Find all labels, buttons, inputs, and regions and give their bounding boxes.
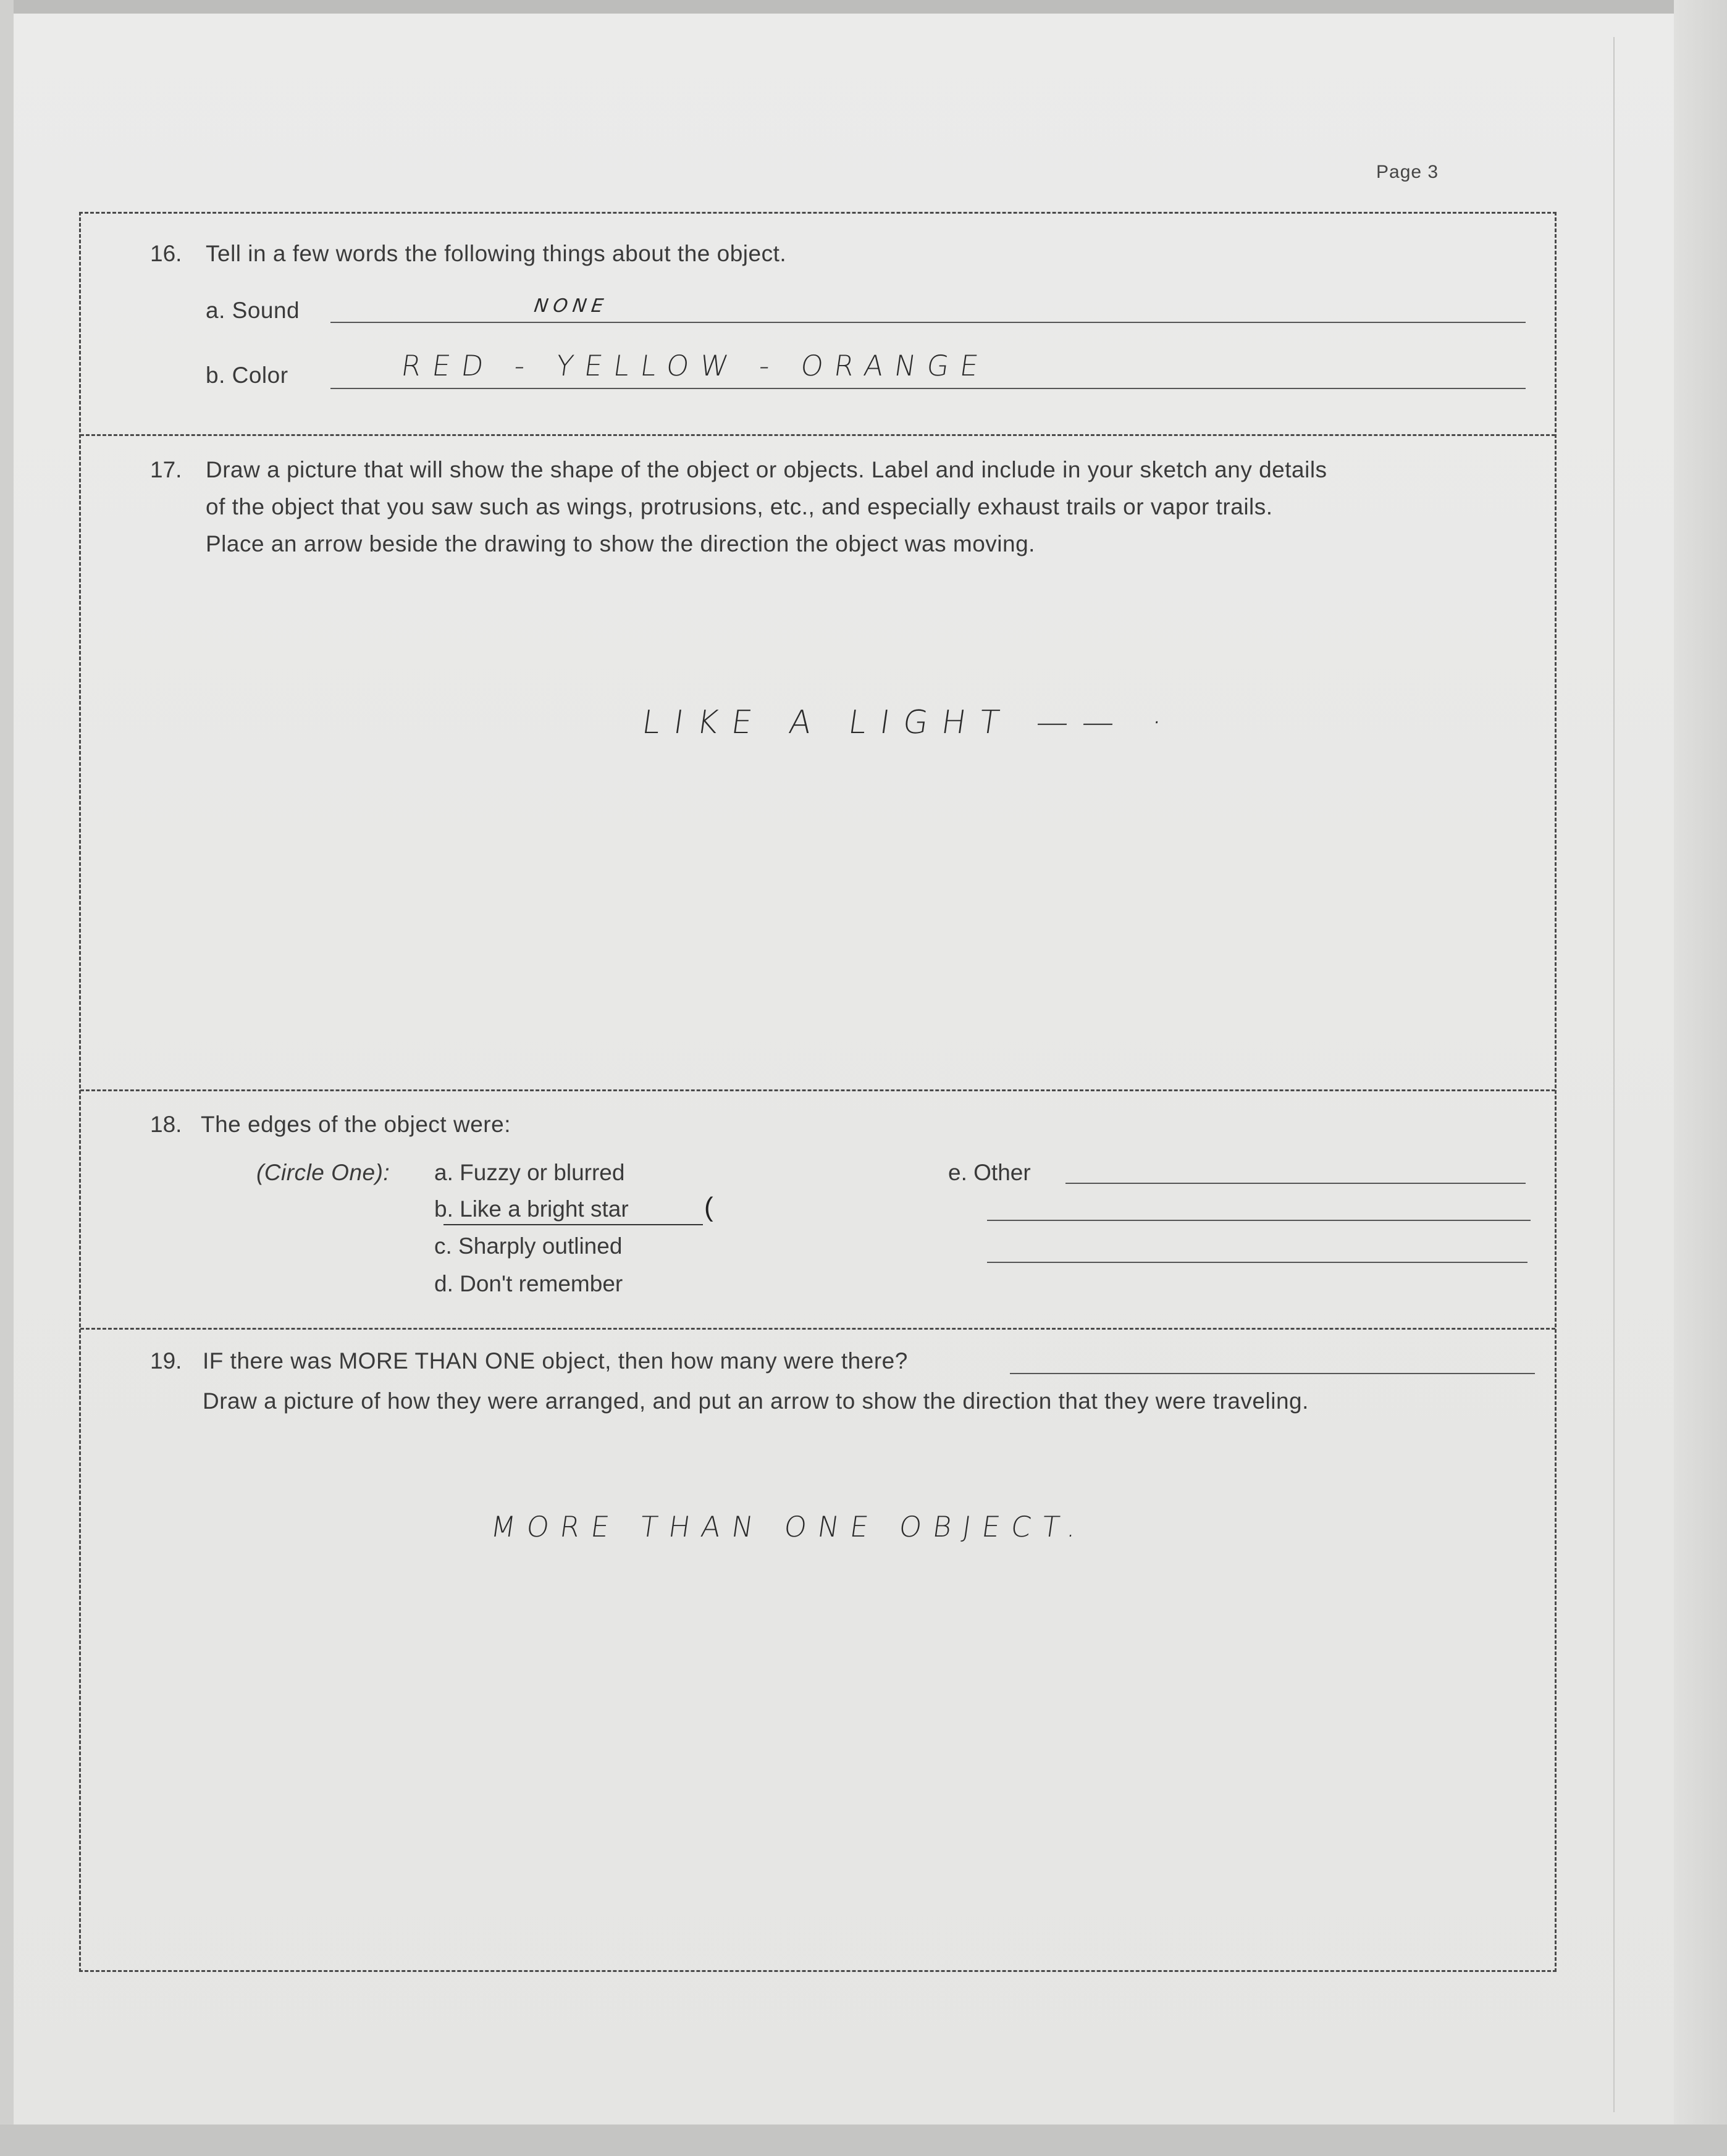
question-line-1: IF there was MORE THAN ONE object, then how many were there? [203, 1348, 908, 1374]
scan-shadow-line [1613, 37, 1615, 2112]
question-number: 16. [150, 241, 182, 266]
option-d: d. Don't remember [434, 1271, 623, 1296]
question-number: 19. [150, 1348, 182, 1374]
question-prompt: Tell in a few words the following things about the object. [206, 241, 787, 266]
question-number: 17. [150, 457, 182, 482]
option-e-label: e. Other [948, 1160, 1031, 1185]
option-b-underline-mark [443, 1224, 703, 1225]
divider-18-19 [80, 1328, 1555, 1330]
question-line-2: Draw a picture of how they were arranged, and put an arrow to show the direction that they were traveling. [203, 1388, 1309, 1414]
other-field-line-3 [987, 1262, 1527, 1263]
scan-border-left [0, 0, 14, 2156]
other-field-line-1 [1065, 1183, 1526, 1184]
scan-border-right [1674, 0, 1727, 2156]
color-answer-handwriting: RED - YELLOW - ORANGE [399, 349, 992, 382]
arrangement-answer-handwriting: MORE THAN ONE OBJECT. [489, 1510, 1090, 1543]
question-number: 18. [150, 1112, 182, 1137]
sound-label: a. Sound [206, 298, 300, 323]
option-c: c. Sharply outlined [434, 1233, 623, 1259]
divider-17-18 [80, 1089, 1555, 1091]
drawing-answer-handwriting: LIKE A LIGHT —— · [639, 704, 1179, 741]
question-line-2: of the object that you saw such as wings, protrusions, etc., and especially exhaust trails or vapor trails. [206, 494, 1273, 519]
color-field-line [330, 388, 1526, 389]
sound-answer-handwriting: NONE [532, 295, 610, 317]
color-label: b. Color [206, 363, 288, 388]
divider-16-17 [80, 434, 1555, 436]
count-field-line [1010, 1373, 1535, 1374]
page-number: Page 3 [1376, 162, 1439, 182]
option-a: a. Fuzzy or blurred [434, 1160, 625, 1185]
option-b: b. Like a bright star [434, 1196, 629, 1222]
option-b-bracket-mark: ( [704, 1192, 713, 1222]
other-field-line-2 [987, 1220, 1531, 1221]
scan-border-bottom [0, 2125, 1727, 2156]
question-prompt: The edges of the object were: [201, 1112, 511, 1137]
sound-field-line [330, 322, 1526, 323]
scan-border-top [0, 0, 1727, 14]
circle-one-label: (Circle One): [256, 1160, 390, 1185]
question-line-1: Draw a picture that will show the shape of the object or objects. Label and include in your sketch any details [206, 457, 1327, 482]
question-line-3: Place an arrow beside the drawing to show the direction the object was moving. [206, 531, 1035, 556]
